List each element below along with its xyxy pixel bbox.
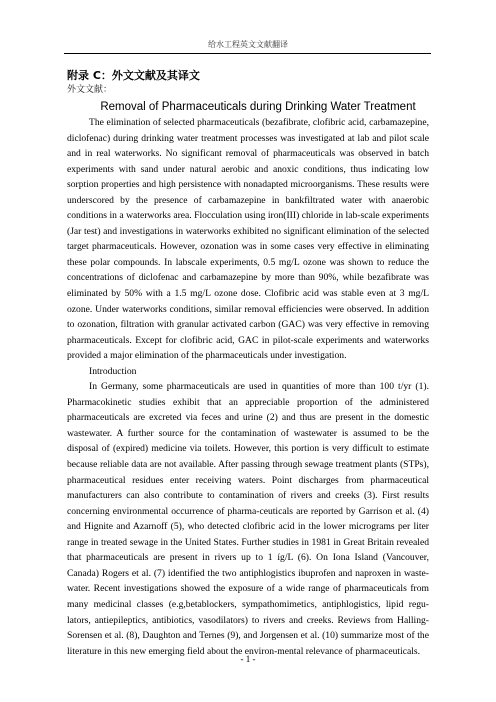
page-content bbox=[67, 68, 429, 659]
abstract-paragraph: The elimination of selected pharmaceuticals (bezafibrate, clofibric acid, carbamazepine, diclofenac) during drinking water treatment processes was investigated at lab and pilot scale and in real waterworks. No significant removal of pharmaceuticals was observed in batch experiments with sand under natural aerobic and anoxic conditions, thus indicating low sorption properties and high persistence with nonadapted microorganisms. These results were underscored by the presence of carbamazepine in bankfiltrated water with anaerobic conditions in a waterworks area. Flocculation using iron(III) chloride in lab-scale experiments (Jar test) and investigations in waterworks exhibited no significant elimination of the selected target pharmaceuticals. However, ozonation was in some cases very effective in eliminating these polar compounds. In labscale experiments, 0.5 mg/L ozone was shown to reduce the concentrations of diclofenac and carbamazepine by more than 90%, while bezafibrate was eliminated by 50% with a 1.5 mg/L ozone dose. Clofibric acid was stable even at 3 mg/L ozone. Under waterworks conditions, similar removal efficiencies were observed. In addition to ozonation, filtration with granular activated carbon (GAC) was very effective in removing pharmaceuticals. Except for clofibric acid, GAC in pilot-scale experiments and waterworks provided a major elimination of the pharmaceuticals under investigation. bbox=[67, 117, 429, 362]
introduction-paragraph: In Germany, some pharmaceuticals are used in quantities of more than 100 t/yr (1). Pharmacokinetic studies exhibit that an appreciable proportion of the administered pharmaceuticals are excreted via feces and urine (2) and thus are present in the domestic wastewater. A further source for the contamination of wastewater is assumed to be the disposal of (expired) medicine via toilets. However, this portion is very difficult to estimate because reliable data are not available. After passing through sewage treatment plants (STPs), pharmaceutical residues enter receiving waters. Point discharges from pharmaceutical manufacturers can also contribute to contamination of rivers and creeks (3). First results concerning environmental occurrence of pharma-ceuticals are reported by Garrison et al. (4) and Hignite and Azarnoff (5), who detected clofibric acid in the lower micrograms per liter range in treated sewage in the United States. Further studies in 1981 in Great Britain revealed that pharmaceuticals are present in rivers up to 1 íg/L (6). On Iona Island (Vancouver, Canada) Rogers et al. (7) identified the two antiphlogistics ibuprofen and naproxen in waste-water. Recent investigations showed the exposure of a wide range of pharmaceuticals from many medicinal classes (e.g,betablockers, sympathomimetics, antiphlogistics, lipid regu-lators, antiepileptics, antibiotics, vasodilators) to rivers and creeks. Reviews from Halling-Sorensen et al. (8), Daughton and Ternes (9), and Jorgensen et al. (10) summarize most of the literature in this new emerging field about the environ-mental relevance of pharmaceuticals. bbox=[67, 381, 429, 657]
introduction-heading: Introduction bbox=[89, 365, 137, 377]
appendix-title: 附录 C：外文文献及其译文 bbox=[67, 69, 200, 82]
article-title: Removal of Pharmaceuticals during Drinking Water Treatment bbox=[100, 101, 416, 113]
running-header: 给水工程英文文献翻译 bbox=[208, 40, 288, 49]
header-rule bbox=[64, 53, 431, 54]
page-number: - 1 - bbox=[240, 654, 256, 664]
foreign-literature-label: 外文文献： bbox=[67, 85, 113, 95]
